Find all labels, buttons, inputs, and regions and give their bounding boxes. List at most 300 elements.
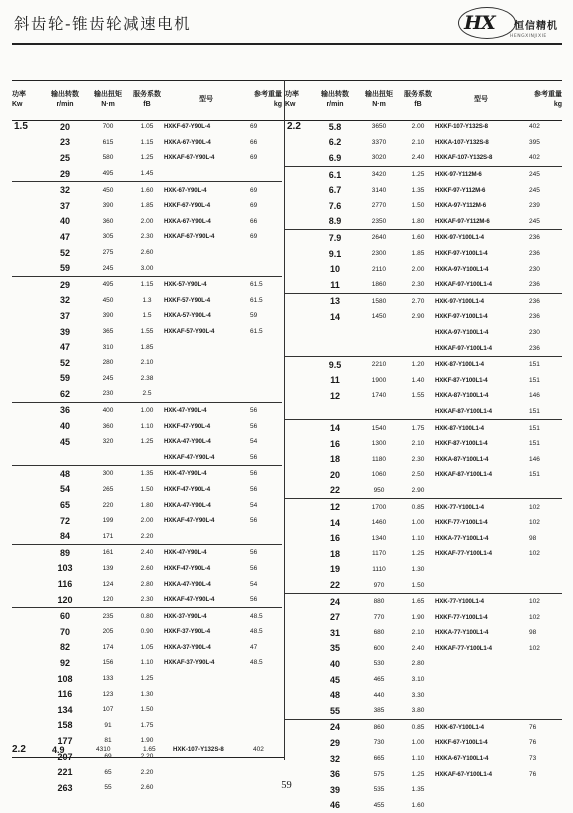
- cell-rpm: 29: [329, 737, 340, 748]
- cell-rpm: 40: [329, 658, 340, 669]
- cell-service-factor: 1.25: [411, 770, 425, 778]
- cell-rpm: 32: [59, 295, 70, 306]
- table-row: [12, 119, 282, 135]
- spec-table-right: [285, 81, 562, 813]
- cell-model: HXK-87-Y100L1-4: [435, 420, 527, 436]
- cell-torque: 310: [102, 343, 114, 351]
- cell-power: [285, 261, 313, 277]
- cell-rpm: 31: [329, 627, 340, 638]
- cell-torque: 880: [357, 593, 401, 609]
- cell-torque: 220: [102, 501, 114, 509]
- table-row: [12, 150, 282, 166]
- cell-weight: [527, 687, 562, 703]
- cell-model: [435, 672, 527, 688]
- cell-service-factor: 2.30: [411, 455, 425, 463]
- cell-rpm: 32: [329, 753, 340, 764]
- cell-power: [12, 371, 44, 387]
- cell-model: HXKA-87-Y100L1-4: [435, 392, 489, 400]
- cell-weight: 236: [529, 250, 540, 258]
- cell-torque: 156: [102, 659, 114, 667]
- cell-model: HXKA-67-Y100L1-4: [435, 755, 489, 763]
- cell-rpm: 39: [329, 784, 340, 795]
- cell-torque: 385: [373, 707, 385, 715]
- cell-torque: 1180: [372, 455, 386, 463]
- cell-service-factor: 1.60: [401, 230, 435, 246]
- cell-power: [285, 246, 313, 262]
- cell-model: HXKF-47-Y90L-4: [164, 485, 211, 493]
- table-row: [285, 293, 562, 309]
- cell-weight: 98: [529, 534, 537, 542]
- cell-service-factor: 1.85: [411, 250, 425, 258]
- cell-service-factor: 3.00: [140, 264, 154, 272]
- cell-torque: 495: [86, 276, 130, 292]
- cell-weight: 236: [529, 344, 540, 352]
- cell-rpm: 10: [329, 264, 340, 275]
- table-row: [12, 245, 282, 261]
- last-row-weight: 402: [253, 746, 264, 753]
- cell-power: [12, 135, 44, 151]
- cell-rpm: 45: [329, 674, 340, 685]
- cell-service-factor: 1.15: [140, 138, 154, 146]
- cell-rpm: [313, 404, 357, 420]
- cell-weight: [248, 671, 282, 687]
- table-row: [285, 325, 562, 341]
- cell-torque: 205: [102, 628, 114, 636]
- cell-rpm: 20: [59, 121, 70, 132]
- table-row: [12, 402, 282, 418]
- table-row: [12, 528, 282, 544]
- cell-weight: [248, 339, 282, 355]
- cell-rpm: 8.9: [328, 216, 342, 227]
- cell-model: HXKAF-47-Y90L-4: [164, 517, 215, 525]
- cell-weight: 102: [529, 550, 540, 558]
- cell-service-factor: 1.40: [411, 376, 425, 384]
- table-row: [12, 214, 282, 230]
- cell-rpm: [313, 325, 357, 341]
- cell-service-factor: 2.30: [411, 281, 425, 289]
- cell-weight: 236: [527, 230, 562, 246]
- cell-torque: 3140: [371, 186, 387, 194]
- cell-power: [285, 483, 313, 499]
- table-row: [285, 577, 562, 593]
- table-row: [285, 703, 562, 719]
- cell-model: HXKF-67-Y100L1-4: [435, 739, 488, 747]
- cell-weight: 56: [250, 596, 258, 604]
- cell-model: [435, 703, 527, 719]
- table-row: [285, 373, 562, 389]
- cell-torque: 1700: [357, 499, 401, 515]
- table-row: [285, 562, 562, 578]
- cell-power: [12, 466, 44, 482]
- cell-weight: [248, 528, 282, 544]
- cell-model: HXKAF-87-Y100L1-4: [435, 471, 492, 479]
- cell-torque: 107: [102, 706, 114, 714]
- cell-power: [12, 166, 44, 182]
- cell-model: HXK-37-Y90L-4: [164, 608, 248, 624]
- cell-model: HXK-47-Y90L-4: [164, 402, 248, 418]
- cell-rpm: 72: [59, 515, 70, 526]
- cell-model: [164, 339, 248, 355]
- cell-model: HXKAF-67-Y90L-4: [164, 154, 215, 162]
- cell-service-factor: 1.35: [411, 786, 425, 794]
- cell-torque: 730: [373, 739, 385, 747]
- cell-model: [164, 166, 248, 182]
- cell-weight: 61.5: [250, 296, 263, 304]
- cell-model: HXKA-37-Y90L-4: [164, 643, 211, 651]
- table-row: [12, 545, 282, 561]
- company-logo: [458, 7, 566, 47]
- cell-torque: 390: [102, 312, 114, 320]
- cell-torque: 174: [102, 643, 114, 651]
- final-row-rule: [12, 757, 284, 758]
- cell-model: HXKAF-97-Y100L1-4: [435, 281, 492, 289]
- table-row: [285, 119, 562, 135]
- cell-power: [285, 309, 313, 325]
- cell-weight: 69: [248, 182, 282, 198]
- cell-service-factor: 2.5: [142, 390, 152, 398]
- cell-rpm: 177: [57, 735, 73, 746]
- table-row: [12, 482, 282, 498]
- cell-torque: 970: [373, 581, 385, 589]
- cell-torque: 81: [104, 737, 112, 745]
- cell-weight: [248, 245, 282, 261]
- cell-model: HXK-97-Y100L1-4: [435, 230, 527, 246]
- table-header-row: [285, 81, 562, 119]
- cell-model: HXK-47-Y90L-4: [164, 545, 248, 561]
- table-row: [12, 702, 282, 718]
- cell-rpm: 12: [329, 390, 340, 401]
- table-row: [12, 260, 282, 276]
- header-model: 型号: [474, 96, 488, 103]
- cell-torque: 320: [102, 438, 114, 446]
- table-row: [285, 451, 562, 467]
- header-torque: 输出扭矩 N·m: [94, 91, 122, 108]
- cell-rpm: 36: [329, 769, 340, 780]
- cell-model: HXK-77-Y100L1-4: [435, 593, 527, 609]
- cell-model: [435, 483, 527, 499]
- table-row: [285, 309, 562, 325]
- cell-rpm: 7.9: [313, 230, 357, 246]
- cell-service-factor: 1.35: [411, 186, 425, 194]
- header-service-factor: 服务系数 fB: [133, 91, 161, 108]
- table-row: [285, 261, 562, 277]
- cell-torque: 2350: [371, 217, 387, 225]
- cell-torque: 305: [102, 233, 114, 241]
- cell-power: 2.2: [287, 121, 301, 133]
- cell-service-factor: 1.60: [130, 182, 164, 198]
- cell-power: [285, 404, 313, 420]
- cell-torque: 615: [102, 138, 114, 146]
- cell-model: HXK-57-Y90L-4: [164, 276, 248, 292]
- cell-model: HXKF-87-Y100L1-4: [435, 440, 488, 448]
- cell-service-factor: 2.20: [140, 768, 154, 776]
- cell-service-factor: 1.90: [140, 737, 154, 745]
- cell-weight: 76: [529, 770, 537, 778]
- cell-model: HXKAF-67-Y100L1-4: [435, 770, 492, 778]
- cell-weight: 59: [250, 312, 258, 320]
- cell-weight: 245: [529, 217, 540, 225]
- cell-power: [285, 182, 313, 198]
- cell-power: [285, 166, 313, 182]
- cell-weight: 48.5: [248, 608, 282, 624]
- cell-rpm: 6.9: [328, 152, 342, 163]
- table-row: [285, 687, 562, 703]
- cell-model: HXKAF-77-Y100L1-4: [435, 644, 492, 652]
- cell-weight: 402: [529, 123, 540, 131]
- cell-service-factor: 1.5: [142, 312, 152, 320]
- cell-power: [12, 482, 44, 498]
- cell-model: [435, 656, 527, 672]
- cell-weight: 102: [529, 519, 540, 527]
- table-row: [285, 530, 562, 546]
- cell-torque: 1450: [371, 313, 387, 321]
- table-row: [285, 230, 562, 246]
- cell-weight: 402: [529, 154, 540, 162]
- header-power: 功率 Kw: [12, 91, 26, 108]
- cell-rpm: 84: [59, 531, 70, 542]
- cell-service-factor: 1.55: [140, 328, 154, 336]
- cell-rpm: 48: [329, 690, 340, 701]
- cell-torque: 1340: [371, 534, 387, 542]
- cell-rpm: 158: [57, 720, 73, 731]
- cell-weight: [527, 672, 562, 688]
- cell-model: HXKF-67-Y90L-4: [164, 202, 211, 210]
- cell-torque: 280: [102, 359, 114, 367]
- cell-model: [164, 764, 248, 780]
- cell-torque: 2210: [357, 356, 401, 372]
- cell-rpm: 92: [59, 657, 70, 668]
- header-model: 型号: [199, 96, 213, 103]
- cell-weight: 61.5: [248, 276, 282, 292]
- cell-power: [285, 656, 313, 672]
- table-row: [12, 561, 282, 577]
- cell-service-factor: 1.10: [140, 659, 154, 667]
- cell-model: [164, 686, 248, 702]
- cell-rpm: 9.5: [313, 356, 357, 372]
- cell-power: [12, 576, 44, 592]
- cell-service-factor: 0.80: [130, 608, 164, 624]
- cell-weight: 102: [529, 644, 540, 652]
- cell-rpm: 24: [313, 719, 357, 735]
- cell-rpm: 116: [57, 579, 73, 590]
- table-row: [12, 655, 282, 671]
- cell-service-factor: 2.60: [140, 249, 154, 257]
- cell-torque: 65: [104, 768, 112, 776]
- table-row: [12, 371, 282, 387]
- cell-model: HXK-97-Y100L1-4: [435, 293, 527, 309]
- page-title: 斜齿轮-锥齿轮减速电机: [14, 15, 192, 33]
- cell-power: 1.5: [14, 121, 28, 133]
- cell-service-factor: 1.00: [130, 402, 164, 418]
- cell-torque: 390: [102, 202, 114, 210]
- cell-service-factor: 2.90: [411, 486, 425, 494]
- cell-power: [12, 182, 44, 198]
- cell-torque: 3420: [357, 166, 401, 182]
- cell-service-factor: 2.40: [411, 644, 425, 652]
- header-torque: 输出扭矩 N·m: [365, 91, 393, 108]
- cell-service-factor: 3.10: [411, 676, 425, 684]
- cell-service-factor: 1.80: [140, 501, 154, 509]
- cell-weight: 76: [527, 719, 562, 735]
- cell-model: HXKF-57-Y90L-4: [164, 296, 211, 304]
- cell-rpm: 25: [59, 152, 70, 163]
- table-row: [12, 418, 282, 434]
- table-row: [285, 751, 562, 767]
- cell-weight: 56: [250, 485, 258, 493]
- cell-rpm: 16: [329, 533, 340, 544]
- cell-rpm: 62: [59, 388, 70, 399]
- cell-rpm: 39: [59, 326, 70, 337]
- cell-service-factor: 2.60: [140, 784, 154, 792]
- table-row: [12, 182, 282, 198]
- cell-model: HXK-67-Y90L-4: [164, 182, 248, 198]
- cell-weight: [248, 718, 282, 734]
- cell-rpm: 52: [59, 247, 70, 258]
- cell-torque: 495: [102, 170, 114, 178]
- cell-weight: 56: [248, 466, 282, 482]
- cell-rpm: 11: [330, 375, 340, 386]
- cell-service-factor: 1.50: [411, 202, 425, 210]
- cell-torque: 55: [104, 784, 112, 792]
- cell-model: [164, 355, 248, 371]
- cell-weight: [527, 703, 562, 719]
- cell-service-factor: 2.70: [401, 293, 435, 309]
- table-row: [12, 449, 282, 465]
- cell-power: [285, 562, 313, 578]
- cell-rpm: [44, 449, 86, 465]
- cell-weight: 151: [529, 376, 540, 384]
- last-row-service-factor: 1.65: [143, 746, 156, 753]
- cell-weight: 66: [250, 138, 258, 146]
- table-row: [285, 593, 562, 609]
- cell-rpm: 11: [330, 279, 340, 290]
- table-row: [285, 625, 562, 641]
- table-row: [285, 483, 562, 499]
- table-row: [12, 166, 282, 182]
- cell-torque: 300: [86, 466, 130, 482]
- cell-power: [285, 751, 313, 767]
- cell-model: HXKAF-97-Y100L1-4: [435, 344, 492, 352]
- cell-service-factor: 1.35: [130, 466, 164, 482]
- cell-torque: 2110: [372, 265, 386, 273]
- cell-torque: 770: [373, 613, 385, 621]
- cell-model: HXKAF-47-Y90L-4: [164, 453, 215, 461]
- cell-model: HXKF-77-Y100L1-4: [435, 519, 488, 527]
- table-row: [285, 166, 562, 182]
- spec-table-left: [12, 81, 282, 796]
- cell-model: HXKF-97-Y112M-6: [435, 186, 486, 194]
- cell-weight: 236: [527, 293, 562, 309]
- cell-torque: 3020: [371, 154, 387, 162]
- cell-rpm: 46: [329, 800, 340, 811]
- cell-rpm: 18: [329, 454, 340, 465]
- cell-power: [285, 340, 313, 356]
- cell-model: HXKAF-47-Y90L-4: [164, 596, 215, 604]
- table-row: [285, 609, 562, 625]
- cell-power: [12, 655, 44, 671]
- cell-weight: 151: [529, 471, 540, 479]
- cell-rpm: 47: [59, 231, 70, 242]
- cell-weight: 69: [250, 202, 258, 210]
- table-row: [285, 198, 562, 214]
- cell-weight: 56: [250, 564, 258, 572]
- cell-model: HXK-67-Y100L1-4: [435, 719, 527, 735]
- cell-weight: [248, 686, 282, 702]
- cell-weight: [248, 702, 282, 718]
- cell-service-factor: 2.00: [411, 123, 425, 131]
- table-row: [12, 513, 282, 529]
- cell-service-factor: [130, 449, 164, 465]
- cell-weight: 239: [529, 202, 540, 210]
- cell-torque: 455: [373, 801, 385, 809]
- header-rule: [12, 43, 562, 45]
- cell-weight: 230: [529, 329, 540, 337]
- cell-rpm: 37: [59, 310, 70, 321]
- cell-torque: 245: [102, 374, 114, 382]
- table-row: [12, 718, 282, 734]
- cell-rpm: 14: [313, 420, 357, 436]
- cell-weight: 48.5: [250, 628, 263, 636]
- cell-power: [12, 449, 44, 465]
- cell-rpm: 45: [59, 436, 70, 447]
- cell-power: [12, 308, 44, 324]
- cell-model: HXKF-47-Y90L-4: [164, 564, 211, 572]
- cell-rpm: 14: [329, 517, 340, 528]
- cell-service-factor: 1.50: [411, 581, 425, 589]
- cell-power: [12, 624, 44, 640]
- cell-weight: 56: [248, 402, 282, 418]
- cell-service-factor: 3.30: [411, 691, 425, 699]
- cell-power: [12, 229, 44, 245]
- cell-service-factor: 2.20: [140, 532, 154, 540]
- table-row: [285, 515, 562, 531]
- cell-weight: 54: [250, 501, 258, 509]
- cell-model: HXKF-37-Y90L-4: [164, 628, 211, 636]
- cell-power: [285, 150, 313, 166]
- cell-power: [12, 528, 44, 544]
- table-row: [12, 576, 282, 592]
- cell-power: [285, 325, 313, 341]
- cell-rpm: 22: [329, 580, 340, 591]
- cell-weight: 151: [529, 440, 540, 448]
- cell-service-factor: 1.50: [140, 706, 154, 714]
- cell-power: [12, 276, 44, 292]
- cell-power: [12, 764, 44, 780]
- cell-model: [435, 687, 527, 703]
- cell-model: HXKAF-107-Y132S-8: [435, 154, 493, 162]
- cell-torque: 1580: [357, 293, 401, 309]
- cell-model: HXKF-107-Y132S-8: [435, 123, 488, 131]
- table-row: [12, 764, 282, 780]
- cell-torque: 1740: [371, 392, 387, 400]
- table-row: [12, 497, 282, 513]
- cell-power: [285, 641, 313, 657]
- cell-service-factor: 1.25: [140, 438, 154, 446]
- cell-rpm: 47: [59, 342, 70, 353]
- cell-torque: 530: [373, 660, 385, 668]
- table-row: [12, 355, 282, 371]
- cell-service-factor: 1.85: [140, 343, 154, 351]
- cell-power: [12, 434, 44, 450]
- logo-name: 恒信精机: [514, 21, 558, 32]
- table-row: [285, 246, 562, 262]
- cell-rpm: 22: [329, 485, 340, 496]
- cell-service-factor: 1.10: [411, 755, 425, 763]
- cell-service-factor: 1.30: [411, 565, 425, 573]
- cell-service-factor: 1.15: [130, 276, 164, 292]
- cell-power: [12, 592, 44, 608]
- table-row: [285, 499, 562, 515]
